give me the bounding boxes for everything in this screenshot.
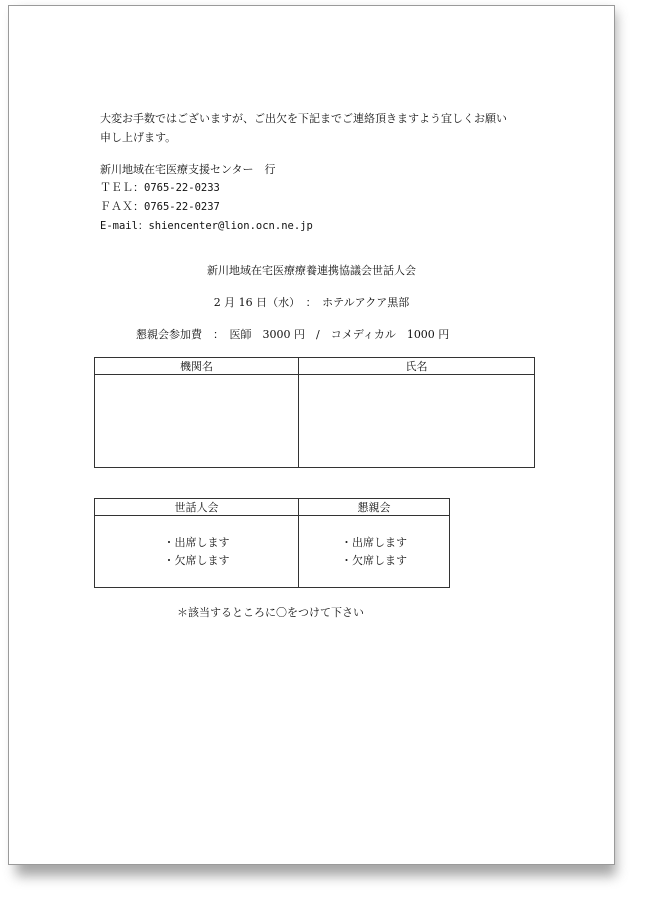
email-value: shiencenter@lion.ocn.ne.jp	[148, 220, 313, 232]
tel-line	[100, 181, 220, 195]
attendance-table	[94, 498, 450, 588]
fax-line	[100, 200, 220, 214]
recipient: 新川地域在宅医療支援センター 行	[100, 163, 276, 176]
event-date-venue: 2 月 16 日（水） ： ホテルアクア黒部	[213, 296, 410, 309]
social-option-absent[interactable]: ・欠席します	[341, 553, 407, 567]
social-option-attend[interactable]: ・出席します	[341, 535, 407, 549]
tel-label: ＴＥＬ：	[100, 181, 144, 194]
attendance-header-social: 懇親会	[299, 499, 450, 516]
name-table	[94, 357, 535, 468]
name-table-header-organization: 機関名	[95, 358, 299, 375]
document-page	[8, 5, 615, 865]
name-input-cell[interactable]	[299, 375, 535, 468]
meeting-option-attend[interactable]: ・出席します	[163, 535, 230, 549]
meeting-option-absent[interactable]: ・欠席します	[163, 553, 230, 567]
attendance-header-meeting: 世話人会	[95, 499, 299, 516]
name-table-header-name: 氏名	[299, 358, 535, 375]
tel-value: 0765-22-0233	[144, 182, 220, 194]
meeting-options-cell	[95, 516, 299, 588]
fax-label: ＦＡＸ：	[100, 200, 144, 213]
request-line-2: 申し上げます。	[100, 131, 177, 144]
event-title: 新川地域在宅医療療養連携協議会世話人会	[207, 264, 416, 277]
event-fee: 懇親会参加費 ： 医師 3000 円 / コメディカル 1000 円	[136, 328, 450, 341]
instruction-note: ＊該当するところに〇をつけて下さい	[177, 606, 364, 619]
email-line	[100, 219, 313, 233]
social-options-cell	[299, 516, 450, 588]
organization-input-cell[interactable]	[95, 375, 299, 468]
request-line-1: 大変お手数ではございますが、ご出欠を下記までご連絡頂きますよう宜しくお願い	[100, 112, 507, 125]
fax-value: 0765-22-0237	[144, 201, 220, 213]
email-label: E-mail：	[100, 220, 149, 232]
